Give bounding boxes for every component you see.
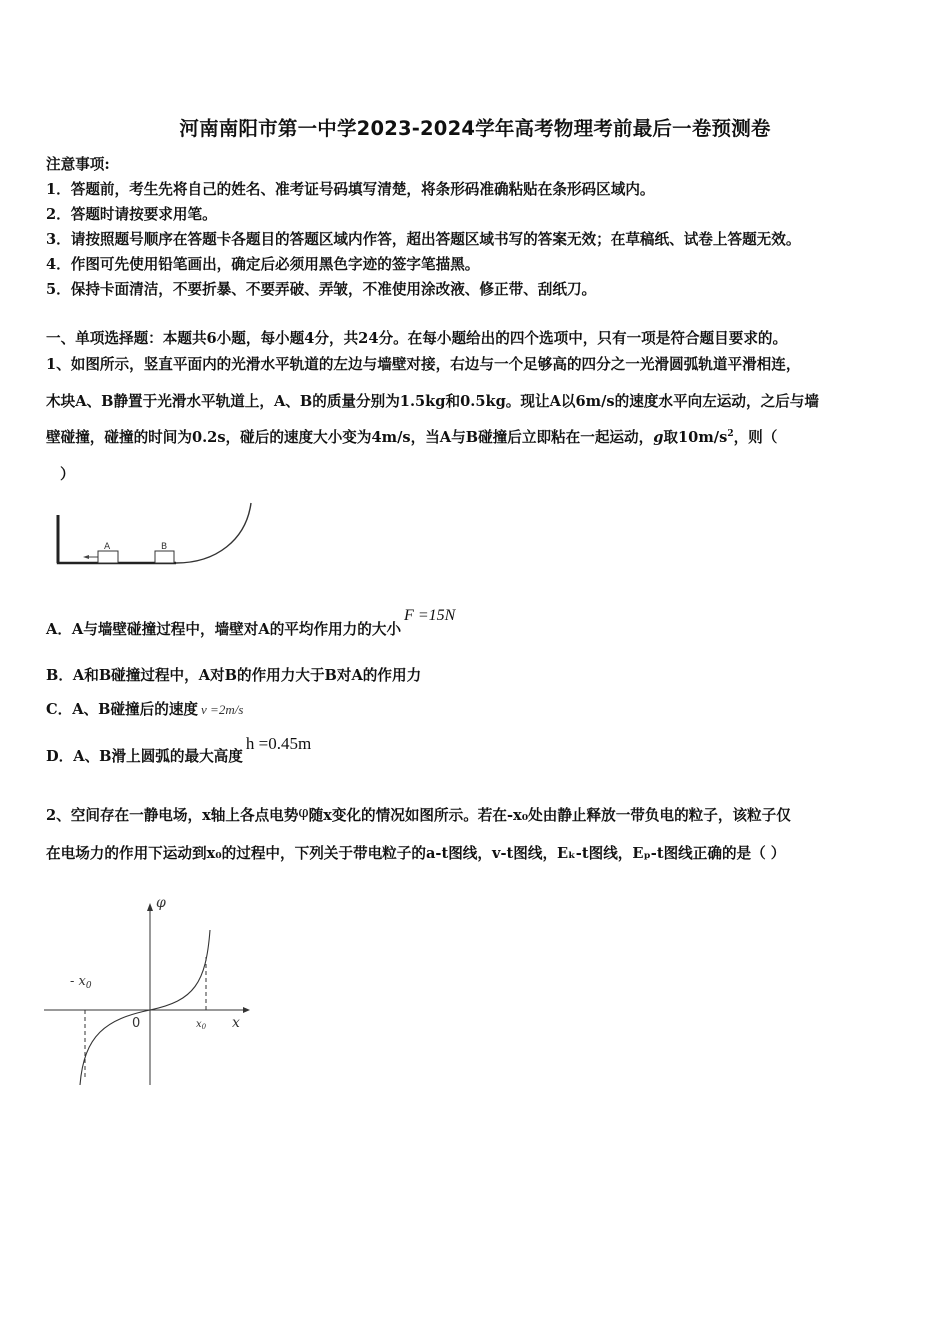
q1-option-b: B．A和B碰撞过程中，A对B的作用力大于B对A的作用力 [46, 667, 422, 684]
notice-heading: 注意事项: [46, 156, 110, 173]
block-b-label: B [161, 542, 168, 552]
q1-option-c-text: C．A、B碰撞后的速度 [46, 701, 199, 718]
notice-item-4: 4．作图可先使用铅笔画出，确定后必须用黑色字迹的签字笔描黑。 [46, 256, 480, 273]
q2-potential-graph [40, 885, 260, 1095]
q1-option-a [46, 607, 456, 639]
q1-option-c-math: v =2m/s [201, 702, 244, 717]
q2-line-1 [46, 804, 791, 825]
q1-option-d-math: h =0.45m [245, 734, 312, 753]
notice-item-2: 2．答题时请按要求用笔。 [46, 206, 217, 223]
q2-line-1-text-b: 随x变化的情况如图所示。若在-x₀处由静止释放一带负电的粒子，该粒子仅 [308, 807, 791, 824]
neg-x0-label-main: - x [70, 974, 86, 989]
block-a [98, 551, 118, 563]
block-a-label: A [104, 542, 111, 552]
q1-line-3-text-a: 壁碰撞，碰撞的时间为0.2s，碰后的速度大小变为4m/s，当A与B碰撞后立即粘在一起运动， [46, 429, 654, 446]
y-axis-arrow [147, 903, 153, 911]
q1-superscript: 2 [727, 429, 734, 440]
neg-x0-label [70, 974, 92, 991]
q2-line-1-text-a: 2、空间存在一静电场，x轴上各点电势 [46, 807, 299, 824]
q1-option-a-math: F =15N [404, 607, 456, 624]
origin-label: 0 [132, 1016, 141, 1031]
q1-track-figure [48, 495, 258, 573]
x-axis-arrow [243, 1007, 250, 1013]
x0-label [196, 1019, 207, 1031]
q1-line-1: 1、如图所示，竖直平面内的光滑水平轨道的左边与墙壁对接，右边与一个足够高的四分之一光滑圆弧轨道平滑相连， [46, 356, 801, 373]
q1-line-3 [46, 426, 777, 447]
notice-item-5: 5．保持卡面清洁，不要折暴、不要弄破、弄皱，不准使用涂改液、修正带、刮纸刀。 [46, 281, 597, 298]
q1-g-symbol: g [653, 429, 664, 446]
q1-line-2: 木块A、B静置于光滑水平轨道上，A、B的质量分别为1.5kg和0.5kg。现让A以6m/s的速度水平向左运动，之后与墙 [46, 393, 819, 410]
phi-axis-label: φ [156, 895, 166, 911]
q1-line-3-text-c: ，则（ [733, 429, 778, 446]
q1-line-4: ） [60, 466, 75, 483]
notice-item-1: 1．答题前，考生先将自己的姓名、准考证号码填写清楚，将条形码准确粘贴在条形码区域内。 [46, 181, 655, 198]
q1-option-a-text: A．A与墙壁碰撞过程中，墙壁对A的平均作用力的大小 [46, 621, 402, 638]
arc-line [176, 503, 251, 563]
x-axis-label: x [232, 1015, 240, 1031]
x0-label-main: x [196, 1019, 202, 1030]
q1-option-c [46, 698, 243, 719]
block-b [155, 551, 174, 563]
x0-label-sub: 0 [201, 1023, 207, 1031]
q2-phi-symbol: φ [298, 804, 309, 821]
q2-line-2: 在电场力的作用下运动到x₀的过程中，下列关于带电粒子的a-t图线，v-t图线，Eₖ-t图线，Eₚ-t图线正确的是（ ） [46, 845, 786, 862]
neg-x0-label-sub: 0 [85, 981, 92, 991]
notice-item-3: 3．请按照题号顺序在答题卡各题目的答题区域内作答，超出答题区域书写的答案无效；在草稿纸、试卷上答题无效。 [46, 231, 801, 248]
section-heading: 一、单项选择题：本题共6小题，每小题4分，共24分。在每小题给出的四个选项中，只有一项是符合题目要求的。 [46, 330, 788, 347]
potential-curve [80, 930, 210, 1085]
q1-option-d-text: D．A、B滑上圆弧的最大高度 [46, 748, 243, 765]
q1-line-3-text-b: 取10m/s [663, 429, 728, 446]
q1-option-d [46, 734, 312, 766]
page-title: 河南南阳市第一中学2023-2024学年高考物理考前最后一卷预测卷 [179, 117, 771, 140]
velocity-arrow-head [83, 555, 89, 559]
